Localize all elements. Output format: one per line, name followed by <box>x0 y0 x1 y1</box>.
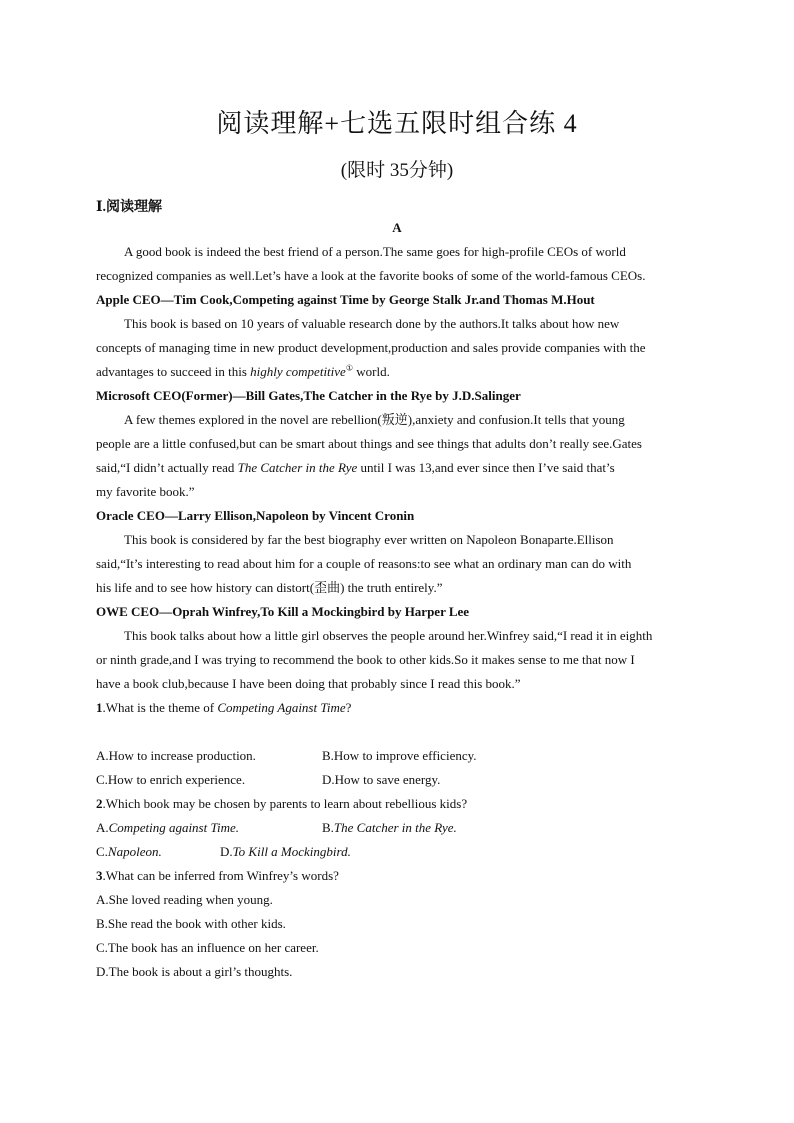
q1-option-b: B.How to improve efficiency. <box>322 748 477 763</box>
oracle-line-3: his life and to see how history can distort(歪曲) the truth entirely.” <box>96 580 443 595</box>
question-1-mark: ? <box>345 700 352 715</box>
page-title: 阅读理解+七选五限时组合练 4 <box>216 109 578 138</box>
microsoft-line-4: my favorite book.” <box>96 484 195 499</box>
question-3-number: 3 <box>96 868 103 883</box>
owe-line-2: or ninth grade,and I was trying to recommend the book to other kids.So it makes sense to me that now I <box>96 652 635 667</box>
q2-option-d <box>220 844 351 860</box>
q2-option-d-letter: D. <box>220 844 233 859</box>
q2-option-d-text: To Kill a Mockingbird. <box>232 844 351 859</box>
question-1-text: .What is the theme of <box>102 700 218 715</box>
question-3 <box>96 868 706 884</box>
microsoft-line-3 <box>96 460 706 476</box>
microsoft-line-3-end: until I was 13,and ever since then I’ve said that’s <box>357 460 615 475</box>
question-2-text: .Which book may be chosen by parents to learn about rebellious kids? <box>102 796 468 811</box>
heading-oracle: Oracle CEO—Larry Ellison,Napoleon by Vincent Cronin <box>96 508 415 523</box>
owe-line-1: This book talks about how a little girl observes the people around her.Winfrey said,“I read it in eighth <box>124 628 653 643</box>
q2-option-c-letter: C. <box>96 844 108 859</box>
heading-microsoft: Microsoft CEO(Former)—Bill Gates,The Catcher in the Rye by J.D.Salinger <box>96 388 521 403</box>
apple-line-2: concepts of managing time in new product development,production and sales provide companies with the <box>96 340 646 355</box>
question-1 <box>96 700 706 716</box>
q2-option-c <box>96 844 162 860</box>
oracle-line-1: This book is considered by far the best biography ever written on Napoleon Bonaparte.Ellison <box>124 532 614 547</box>
q2-option-a <box>96 820 239 836</box>
microsoft-line-1: A few themes explored in the novel are rebellion(叛逆),anxiety and confusion.It tells that young <box>124 412 625 427</box>
book-title-italic: The Catcher in the Rye <box>237 460 358 475</box>
apple-line-3 <box>96 364 706 380</box>
q3-option-d: D.The book is about a girl’s thoughts. <box>96 964 293 979</box>
intro-line-2: recognized companies as well.Let’s have a look at the favorite books of some of the world-famous CEOs. <box>96 268 646 283</box>
heading-apple: Apple CEO—Tim Cook,Competing against Time by George Stalk Jr.and Thomas M.Hout <box>96 292 595 307</box>
intro-line-1: A good book is indeed the best friend of a person.The same goes for high-profile CEOs of world <box>124 244 626 259</box>
q2-option-c-text: Napoleon. <box>107 844 162 859</box>
highlighted-phrase: highly competitive <box>250 364 346 379</box>
question-1-number: 1 <box>96 700 103 715</box>
microsoft-line-2: people are a little confused,but can be smart about things and see things that adults don’t really see.Gates <box>96 436 642 451</box>
oracle-line-2: said,“It’s interesting to read about him for a couple of reasons:to see what an ordinary man can do with <box>96 556 632 571</box>
owe-line-3: have a book club,because I have been doing that probably since I read this book.” <box>96 676 521 691</box>
apple-line-3-start: advantages to succeed in this <box>96 364 251 379</box>
passage-label: A <box>392 220 402 235</box>
q3-option-c: C.The book has an influence on her career. <box>96 940 319 955</box>
question-2 <box>96 796 706 812</box>
q1-option-c: C.How to enrich experience. <box>96 772 246 787</box>
q3-option-b: B.She read the book with other kids. <box>96 916 286 931</box>
question-1-book: Competing Against Time <box>217 700 346 715</box>
section-label: Ⅰ.阅读理解 <box>96 200 163 215</box>
q2-option-b <box>322 820 457 836</box>
q1-option-d: D.How to save energy. <box>322 772 441 787</box>
q3-option-a: A.She loved reading when young. <box>96 892 273 907</box>
question-3-text: .What can be inferred from Winfrey’s words? <box>102 868 339 883</box>
microsoft-line-3-start: said,“I didn’t actually read <box>96 460 238 475</box>
apple-line-1: This book is based on 10 years of valuable research done by the authors.It talks about how new <box>124 316 620 331</box>
q2-option-a-letter: A. <box>96 820 109 835</box>
q1-option-a: A.How to increase production. <box>96 748 256 763</box>
footnote-marker: ① <box>345 363 353 373</box>
apple-line-3-end: world. <box>353 364 390 379</box>
q2-option-b-letter: B. <box>322 820 334 835</box>
question-2-number: 2 <box>96 796 103 811</box>
time-limit-subtitle: (限时 35分钟) <box>340 160 454 181</box>
q2-option-b-text: The Catcher in the Rye. <box>333 820 457 835</box>
heading-owe: OWE CEO—Oprah Winfrey,To Kill a Mockingbird by Harper Lee <box>96 604 470 619</box>
q2-option-a-text: Competing against Time. <box>108 820 240 835</box>
